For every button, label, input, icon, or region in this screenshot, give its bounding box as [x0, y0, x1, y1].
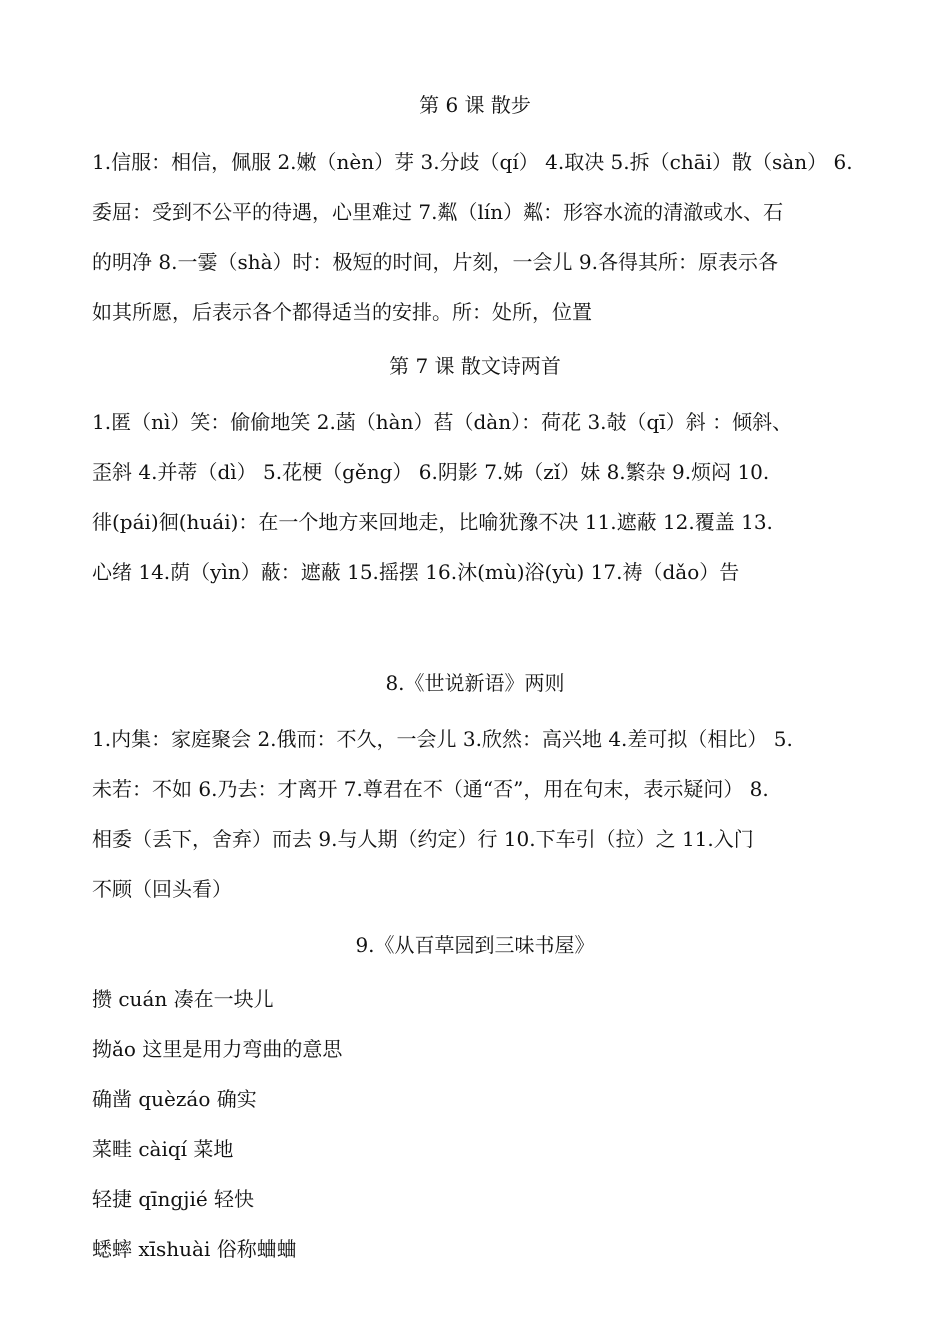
- lesson-6-body: [92, 137, 862, 337]
- vocab-item: 攒 cuán 凑在一块儿: [92, 987, 274, 1011]
- text-line: 委屈：受到不公平的待遇，心里难过 7.粼（lín）粼：形容水流的清澈或水、石: [92, 200, 784, 224]
- text-line: 1.信服：相信，佩服 2.嫩（nèn）芽 3.分歧（qí） 4.取决 5.拆（chāi）散（sàn） 6.: [92, 150, 853, 174]
- vocab-item: 轻捷 qīngjié 轻快: [92, 1187, 255, 1211]
- lesson-6-title: 第 6 课 散步: [419, 93, 531, 117]
- vocab-item: 蟋蟀 xīshuài 俗称蛐蛐: [92, 1237, 297, 1261]
- vocab-item: 菜畦 càiqí 菜地: [92, 1137, 234, 1161]
- vocab-item: 确凿 quèzáo 确实: [92, 1087, 257, 1111]
- text-line: 1.匿（nì）笑：偷偷地笑 2.菡（hàn）萏（dàn）：荷花 3.攲（qī）斜 ：倾斜、: [92, 410, 793, 434]
- lesson-7-title: 第 7 课 散文诗两首: [389, 354, 561, 378]
- text-line: 未若：不如 6.乃去：才离开 7.尊君在不（通“否”，用在句末，表示疑问） 8.: [92, 777, 769, 801]
- text-line: 不顾（回头看）: [92, 877, 232, 901]
- text-line: 1.内集：家庭聚会 2.俄而：不久，一会儿 3.欣然：高兴地 4.差可拟（相比） 5.: [92, 727, 793, 751]
- lesson-8-body: [92, 714, 862, 914]
- text-line: 心绪 14.荫（yìn）蔽：遮蔽 15.摇摆 16.沐(mù)浴(yù) 17.祷（dǎo）告: [92, 560, 740, 584]
- text-line: 如其所愿，后表示各个都得适当的安排。所：处所，位置: [92, 300, 592, 324]
- text-line: 歪斜 4.并蒂（dì） 5.花梗（gěng） 6.阴影 7.姊（zǐ）妹 8.繁杂 9.烦闷 10.: [92, 460, 770, 484]
- lesson-8-title: 8.《世说新语》两则: [385, 671, 565, 695]
- text-line: 相委（丢下，舍弃）而去 9.与人期（约定）行 10.下车引（拉）之 11.入门: [92, 827, 754, 851]
- lesson-9-title: 9.《从百草园到三味书屋》: [355, 933, 595, 957]
- text-line: 的明净 8.一霎（shà）时：极短的时间，片刻，一会儿 9.各得其所：原表示各: [92, 250, 778, 274]
- text-line: 徘(pái)徊(huái)：在一个地方来回地走，比喻犹豫不决 11.遮蔽 12.覆盖 13.: [92, 510, 773, 534]
- lesson-7-body: [92, 397, 862, 597]
- vocab-item: 拗ǎo 这里是用力弯曲的意思: [92, 1037, 343, 1061]
